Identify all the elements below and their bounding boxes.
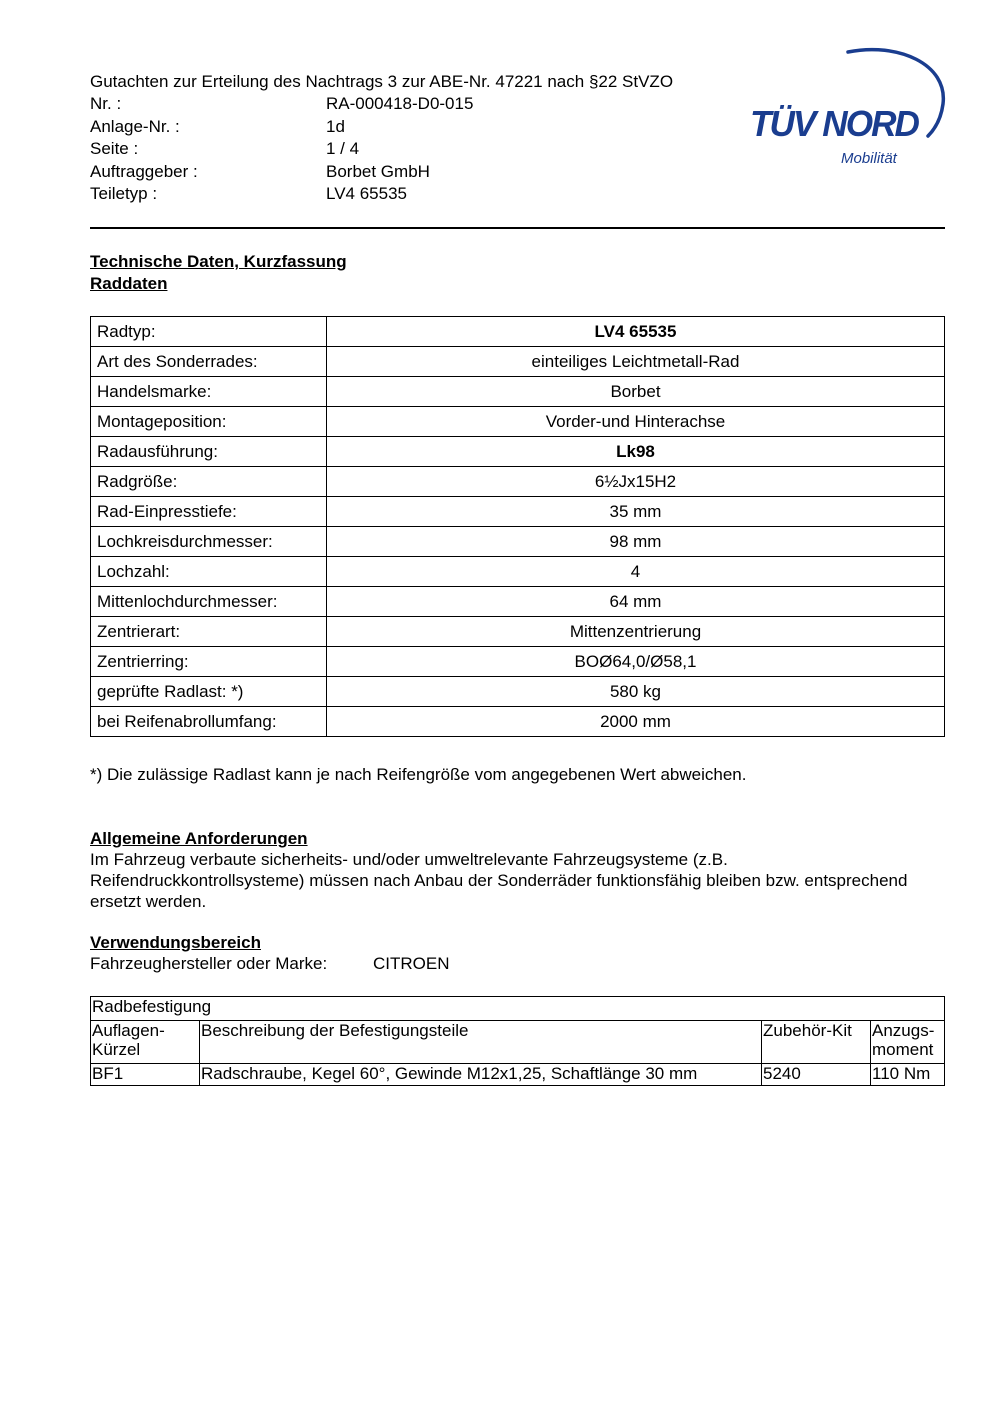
row-label: Handelsmarke: <box>91 377 327 407</box>
row-label: Art des Sonderrades: <box>91 347 327 377</box>
meta-label: Teiletyp : <box>90 184 158 203</box>
hersteller-value: CITROEN <box>373 954 450 973</box>
row-value: Borbet <box>327 377 945 407</box>
row-value: Lk98 <box>327 437 945 467</box>
row-label: Zentrierring: <box>91 647 327 677</box>
row-label: Mittenlochdurchmesser: <box>91 587 327 617</box>
row-value: 2000 mm <box>327 707 945 737</box>
table-row <box>91 587 945 617</box>
header-line: Anzugs- <box>872 1021 935 1040</box>
table-row <box>91 407 945 437</box>
meta-label: Auftraggeber : <box>90 161 198 181</box>
row-label: geprüfte Radlast: *) <box>91 677 327 707</box>
svg-text:Mobilität: Mobilität <box>841 150 897 167</box>
table-row <box>91 647 945 677</box>
meta-value: RA-000418-D0-015 <box>326 94 474 113</box>
row-value: 35 mm <box>327 497 945 527</box>
table-row <box>91 377 945 407</box>
header-line: Auflagen- <box>92 1021 165 1040</box>
column-header-moment <box>871 1021 945 1064</box>
table-row <box>91 497 945 527</box>
header-divider <box>90 227 945 229</box>
raddaten-table <box>90 316 945 737</box>
row-value: 6½Jx15H2 <box>327 467 945 497</box>
row-label: Lochzahl: <box>91 557 327 587</box>
cell-kuerzel: BF1 <box>91 1064 200 1086</box>
row-value: BOØ64,0/Ø58,1 <box>327 647 945 677</box>
meta-value: LV4 65535 <box>326 184 407 203</box>
row-value: 64 mm <box>327 587 945 617</box>
section-title-verwendungsbereich: Verwendungsbereich <box>90 933 261 952</box>
column-header-beschreibung: Beschreibung der Befestigungsteile <box>200 1021 762 1064</box>
row-value: einteiliges Leichtmetall-Rad <box>327 347 945 377</box>
section-title-raddaten: Raddaten <box>90 274 168 293</box>
row-label: Montageposition: <box>91 407 327 437</box>
table-header-row <box>91 1021 945 1064</box>
row-label: Radausführung: <box>91 437 327 467</box>
document-title: Gutachten zur Erteilung des Nachtrags 3 zur ABE-Nr. 47221 nach §22 StVZO <box>90 72 674 91</box>
table-row <box>91 677 945 707</box>
tuev-nord-logo <box>748 44 948 174</box>
table-row <box>91 1064 945 1086</box>
section-title-technische-daten: Technische Daten, Kurzfassung <box>90 252 347 271</box>
row-value: 98 mm <box>327 527 945 557</box>
row-label: Radgröße: <box>91 467 327 497</box>
row-value: LV4 65535 <box>327 317 945 347</box>
cell-beschreibung: Radschraube, Kegel 60°, Gewinde M12x1,25, Schaftlänge 30 mm <box>200 1064 762 1086</box>
radlast-footnote: *) Die zulässige Radlast kann je nach Reifengröße vom angegebenen Wert abweichen. <box>90 765 747 784</box>
table-row <box>91 467 945 497</box>
radbefestigung-title: Radbefestigung <box>91 997 945 1021</box>
meta-label: Nr. : <box>90 94 122 113</box>
table-row <box>91 617 945 647</box>
row-value: 580 kg <box>327 677 945 707</box>
table-row <box>91 557 945 587</box>
radbefestigung-table <box>90 996 945 1086</box>
meta-value: 1 / 4 <box>326 139 360 158</box>
row-label: Radtyp: <box>91 317 327 347</box>
table-row <box>91 527 945 557</box>
row-value: 4 <box>327 557 945 587</box>
table-row <box>91 347 945 377</box>
table-title-row <box>91 997 945 1021</box>
header-line: moment <box>872 1040 934 1059</box>
column-header-kuerzel <box>91 1021 200 1064</box>
table-row <box>91 707 945 737</box>
meta-label: Seite : <box>90 139 139 158</box>
cell-kit: 5240 <box>762 1064 871 1086</box>
section-title-allgemeine-anforderungen: Allgemeine Anforderungen <box>90 829 308 848</box>
meta-value: Borbet GmbH <box>326 161 430 181</box>
column-header-kit: Zubehör-Kit <box>762 1021 871 1064</box>
row-label: Lochkreisdurchmesser: <box>91 527 327 557</box>
row-label: Zentrierart: <box>91 617 327 647</box>
meta-value: 1d <box>326 116 345 136</box>
row-label: bei Reifenabrollumfang: <box>91 707 327 737</box>
row-value: Mittenzentrierung <box>327 617 945 647</box>
row-label: Rad-Einpresstiefe: <box>91 497 327 527</box>
hersteller-label: Fahrzeughersteller oder Marke: <box>90 954 328 973</box>
row-value: Vorder-und Hinterachse <box>327 407 945 437</box>
table-row <box>91 317 945 347</box>
table-row <box>91 437 945 467</box>
allgemeine-anforderungen-text: Im Fahrzeug verbaute sicherheits- und/oder umweltrelevante Fahrzeugsysteme (z.B. Reifendruckkontrollsysteme) müssen nach Anbau der Sonderräder funktionsfähig bleiben bzw. entsprechend ersetzt werden. <box>90 850 908 911</box>
verwendungsbereich-line <box>90 954 450 974</box>
svg-text:TÜV NORD: TÜV NORD <box>750 103 919 144</box>
meta-label: Anlage-Nr. : <box>90 116 180 136</box>
cell-moment: 110 Nm <box>871 1064 945 1086</box>
header-line: Kürzel <box>92 1040 141 1059</box>
